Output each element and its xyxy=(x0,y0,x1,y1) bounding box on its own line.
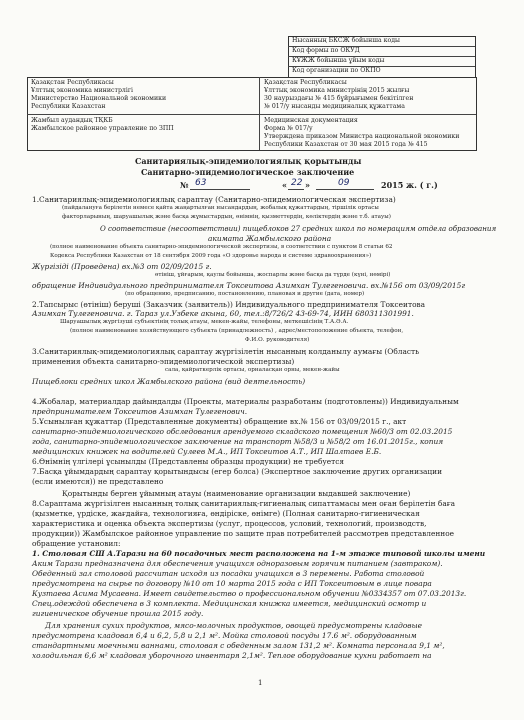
order-line: Ұлттық экономика министрінің 2015 жылғы xyxy=(264,87,410,94)
org-line: Қазақстан Республикасы xyxy=(31,79,114,86)
body-line: Обеденный зал столовой рассчитан исходя из посадки учащихся в 3 перемены. Работа столовой xyxy=(32,569,425,578)
body-line: факторларының, шаруашылық және басқа жұмыстардың, өнімнің, қызметтердің, көліктердің және т.б. атауы) xyxy=(62,214,391,220)
dept-line: Жамбылское районное управление по ЗПП xyxy=(31,125,174,132)
org-line: Республики Казахстан xyxy=(31,103,106,110)
date-open-quote: « xyxy=(282,180,287,190)
body-line: 7.Басқа ұйымдардың сараптау қорытындысы (егер болса) (Экспертное заключение других организации xyxy=(32,467,443,476)
stat-code-line: Код организации по ОКПО xyxy=(292,67,381,74)
body-line: Для хранения сухих продуктов, мясо-молочных продуктов, овощей предусмотрены кладовые xyxy=(45,621,422,630)
body-line: акимата Жамбылского района xyxy=(208,234,332,243)
body-line: (полное наименование хозяйствующего субъекта (принадлежность) , адрес/местоположение объекта, телефон, xyxy=(70,328,404,334)
body-line: холодильная 6,6 м² кладовая уборочного инвентаря 2,1м². Теплое оборудование кухни работает на xyxy=(32,651,432,660)
form-line: Утверждена приказом Министра национальной экономики xyxy=(264,133,460,140)
body-line: сала, қайраткерлік ортасы, орналасқан орны, мекен-жайы xyxy=(165,367,340,373)
stat-code-line: Код формы по ОКУД xyxy=(292,47,360,54)
title-kz: Санитариялық-эпидемиологиялық қорытынды xyxy=(135,156,362,166)
title-ru: Санитарно-эпидемиологическое заключение xyxy=(141,167,355,177)
stat-code-line: Нысанның БКСЖ бойынша коды xyxy=(292,37,400,44)
body-line: Аким Тарази предназначена для обеспечения учащихся одноразовым горячим питанием (завтраком). xyxy=(32,559,443,568)
org-line: Министерство Национальной экономики xyxy=(31,95,167,102)
date-day: 22 xyxy=(291,178,303,188)
order-line: 30 наурыздағы № 415 бұйрығымен бекітілген xyxy=(264,95,414,102)
body-line: предусмотрена кладовая 6,4 и 6,2, 5,8 и 2,1 м². Мойка столовой посуды 17.6 м². оборудованным xyxy=(32,631,417,640)
body-line: 6.Өнімнің үлгілері ұсынылды (Представлены образцы продукции) не требуется xyxy=(32,457,345,466)
body-line: обращение установил: xyxy=(32,539,121,548)
body-line: обращение Индивидуального предпринимателя Токсеитова Азимхан Тулегеновича. вх.№156 от 03/09/2015г xyxy=(32,281,466,290)
dept-line: Жамбыл аудандық ТҚКБ xyxy=(31,117,113,124)
body-line: Қорытынды берген ұйымның атауы (наименование организации выдавшей заключение) xyxy=(62,489,411,498)
body-line: применения объекта санитарно-эпидемиологической экспертизы) xyxy=(32,357,295,366)
body-line: (қызметке, үрдіске, жағдайға, технологияға, өндіріске, өнімге) (Полная санитарно-гигиеническая xyxy=(32,509,420,518)
body-line: предусмотрена на сырье по договору №10 от 10 марта 2015 года с ИП Токсеитовым в лице повара xyxy=(32,579,432,588)
body-line: Спец.одеждой обеспечена в 3 комплекта. Медицинская книжка имеется, медицинский осмотр и xyxy=(32,599,427,608)
body-line: Азимхан Тулегеновича. г. Тараз ул.Узбеке акына, 60, тел.:8/726/2 43-69-74, ИИН 680311301991. xyxy=(32,309,414,318)
body-line: (полное наименование объекта санитарно-эпидемиологической экспертизы, в соответствии с пунктом 8 статьи 62 xyxy=(50,244,393,250)
number-label: № xyxy=(180,180,189,190)
body-line: 2.Тапсырыс (өтініш) беруші (Заказчик (заявитель)) Индивидуального предпринимателя Токсеитова xyxy=(32,300,426,309)
order-line: № 017/у нысанды медициналық құжаттама xyxy=(264,103,405,110)
body-line: гигиеническое обучение прошла 2015 году. xyxy=(32,609,204,618)
body-line: Пищеблоки средних школ Жамбылского района (вид деятельность) xyxy=(32,377,306,386)
body-line: 1.Санитариялық-эпидемиологиялық сараптау (Санитарно-эпидемиологическая экспертиза) xyxy=(32,195,396,204)
body-line: медицинских книжек на водителей Сулеев М.А., ИП Токсеитов А.Т., ИП Шалтаев Е.Б. xyxy=(32,447,382,456)
conclusion-number: 63 xyxy=(195,178,207,188)
body-line: Кузтаева Асима Мусаевна. Имеет свидетельство о профессиональном обучении №0334357 от 07.03.2013г. xyxy=(32,589,467,598)
body-line: 4.Жобалар, материалдар дайындалды (Проекты, материалы разработаны (подготовлены)) Индивидуальным xyxy=(32,397,459,406)
body-line: года, санитарно-эпидемиологическое заключение на транспорт №58/3 и №58/2 от 16.01.2015г., копия xyxy=(32,437,444,446)
body-line: өтініш, ұйғарым, қаулы бойынша, жоспарлы және басқа да түрде (күні, нөмірі) xyxy=(155,272,391,278)
body-line: 1. Столовая СШ А.Тарази на 60 посадочных мест расположена на 1-м этаже типовой школы имени xyxy=(32,549,486,558)
page-number: 1 xyxy=(258,679,263,687)
form-line: Форма № 017/у xyxy=(264,125,313,132)
body-line: продукции)) Жамбылское районное управление по защите прав потребителей рассмотрев представленное xyxy=(32,529,455,538)
body-line: 8.Сараптама жүргізілген нысанның толық санитариялық-гигиеналық сипаттамасы мен оған берілетін баға xyxy=(32,499,456,508)
body-line: (по обращению, предписанию, постановлению, плановая и другие (дата, номер) xyxy=(125,291,365,297)
body-line: О соответствие (несоответствии) пищеблоков 27 средних школ по номерациям отдела образования xyxy=(100,224,497,233)
body-line: предпринимателем Токсеитов Азимхан Тулегенович. xyxy=(32,407,248,416)
body-line: характеристика и оценка объекта экспертизы (услуг, процессов, условий, технологий, производств, xyxy=(32,519,427,528)
body-line: (пайдалануға берілетін немесе қайта жаңартылған нысандардың, жобалық құжаттардың, тіршілік ортасы xyxy=(62,205,379,211)
body-line: 5.Ұсынылған құжаттар (Представленные документы) обращение вх.№ 156 от 03/09/2015 г., акт xyxy=(32,417,407,426)
form-line: Медицинская документация xyxy=(264,117,358,124)
body-line: стандартными моечными ваннами, столовая с обеденным залом 131,2 м². Комната персонала 9,1 м², xyxy=(32,641,445,650)
body-line: Кодекса Республики Казахстан от 18 сентября 2009 года «О здоровье народа и системе здравоохранения») xyxy=(50,253,372,259)
body-line: (если имеются)) не представлено xyxy=(32,477,164,486)
org-line: Ұлттық экономика министрлігі xyxy=(31,87,134,94)
date-month: 09 xyxy=(338,178,350,188)
date-close-quote: » xyxy=(305,180,310,190)
body-line: 3.Санитариялық-эпидемиологиялық сараптау жүргізілетін нысанның колданылу аумағы (Область xyxy=(32,347,420,356)
date-year: 2015 ж. ( г.) xyxy=(381,180,438,190)
body-line: Жүргізіді (Проведена) вх.№3 от 02/09/2015 г. xyxy=(32,262,212,271)
stat-code-line: КҰЖЖ бойынша ұйым коды xyxy=(292,57,385,64)
body-line: Ф.И.О. руководителя) xyxy=(245,337,310,343)
form-line: Республики Казахстан от 30 мая 2015 года № 415 xyxy=(264,141,428,148)
body-line: Шаруашылық жүргізуші субъектінің толық атауы, мекен-жайы, телефоны, меткешісінің Т.А.Ә.А. xyxy=(60,319,349,325)
order-line: Қазақстан Республикасы xyxy=(264,79,347,86)
body-line: санитарно-эпидемиологического обследования арендуемого складского помещения №60/3 от 02.03.2015 xyxy=(32,427,453,436)
